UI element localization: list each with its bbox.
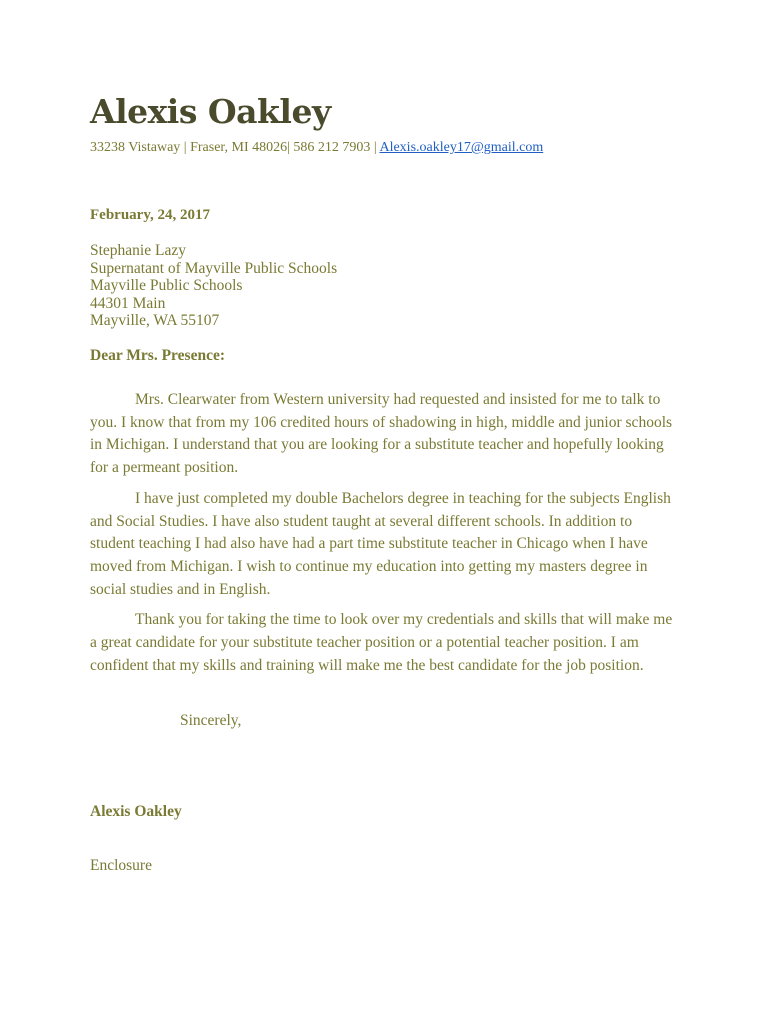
recipient-name: Stephanie Lazy xyxy=(90,242,186,259)
body-paragraph: Thank you for taking the time to look over my credentials and skills that will make me a great candidate for your substitute teacher position or a potential teacher position. I am confident that my skills and training will make me the best candidate for the job position. xyxy=(90,611,673,674)
recipient-address xyxy=(90,242,337,330)
body-paragraph: I have just completed my double Bachelors degree in teaching for the subjects English and Social Studies. I have also student taught at several different schools. In addition to student teaching I had also have had a part time substitute teacher in Chicago when I have moved from Michigan. I wish to continue my education into getting my masters degree in social studies and in English. xyxy=(90,489,671,598)
sender-name-title: Alexis Oakley xyxy=(90,92,331,131)
body-paragraph: Mrs. Clearwater from Western university had requested and insisted for me to talk to you. I know that from my 106 credited hours of shadowing in high, middle and junior schools in Michigan. I understand that you are looking for a substitute teacher and hopefully looking for a permeant position. xyxy=(90,391,673,477)
enclosure-note: Enclosure xyxy=(90,857,152,874)
recipient-title: Supernatant of Mayville Public Schools xyxy=(90,259,338,277)
letter-date: February, 24, 2017 xyxy=(90,207,210,223)
recipient-street: 44301 Main xyxy=(90,294,166,312)
letter-body xyxy=(90,389,680,685)
contact-line xyxy=(90,140,543,156)
salutation: Dear Mrs. Presence: xyxy=(90,347,225,364)
recipient-city: Mayville, WA 55107 xyxy=(90,312,220,330)
recipient-organization: Mayville Public Schools xyxy=(90,277,243,295)
closing: Sincerely, xyxy=(180,712,242,729)
contact-details: 33238 Vistaway | Fraser, MI 48026| 586 212 7903 | xyxy=(90,140,380,155)
email-link[interactable]: Alexis.oakley17@gmail.com xyxy=(379,140,544,155)
signature-name: Alexis Oakley xyxy=(90,803,182,820)
